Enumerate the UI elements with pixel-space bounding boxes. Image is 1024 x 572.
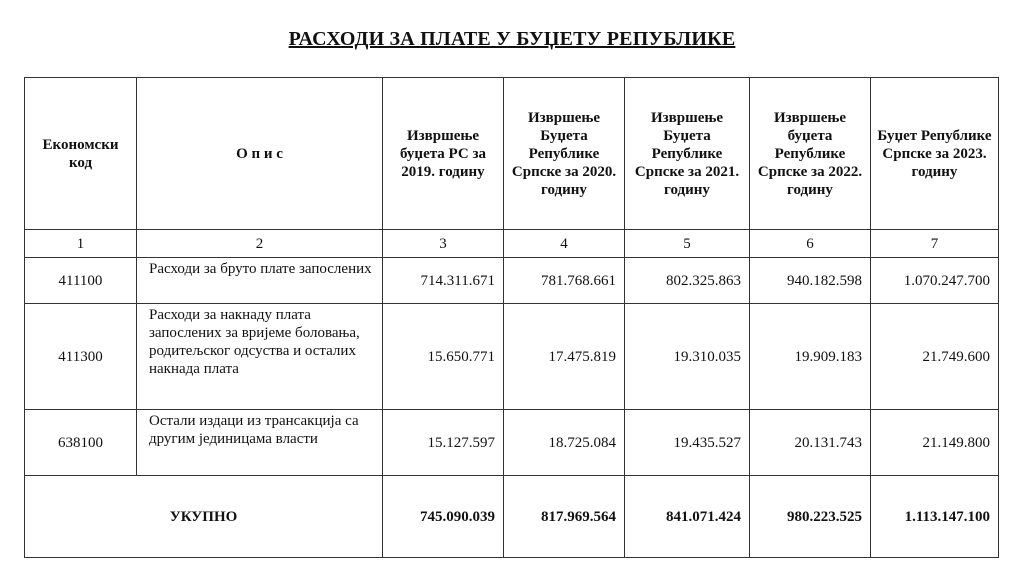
column-number: 4 (504, 230, 625, 258)
row-value-2023: 21.749.600 (871, 304, 999, 410)
row-value-2020: 17.475.819 (504, 304, 625, 410)
row-value-2020: 18.725.084 (504, 410, 625, 476)
row-description: Расходи за бруто плате запослених (137, 258, 383, 304)
total-value-2020: 817.969.564 (504, 476, 625, 558)
table-row (25, 304, 999, 410)
row-value-2021: 802.325.863 (625, 258, 750, 304)
total-value-2019: 745.090.039 (383, 476, 504, 558)
row-value-2019: 15.127.597 (383, 410, 504, 476)
column-number-row (25, 230, 999, 258)
header-economic-code: Економски код (25, 78, 137, 230)
row-description: Остали издаци из трансакција са другим јединицама власти (137, 410, 383, 476)
header-description: О п и с (137, 78, 383, 230)
salary-expenses-table (24, 77, 999, 558)
row-value-2023: 21.149.800 (871, 410, 999, 476)
total-label: УКУПНО (25, 476, 383, 558)
row-value-2019: 714.311.671 (383, 258, 504, 304)
column-number: 6 (750, 230, 871, 258)
row-value-2019: 15.650.771 (383, 304, 504, 410)
row-code: 411100 (25, 258, 137, 304)
header-2019: Извршење буџета РС за 2019. годину (383, 78, 504, 230)
row-code: 411300 (25, 304, 137, 410)
row-description: Расходи за накнаду плата запослених за вријеме боловања, родитељског одсуства и осталих накнада плата (137, 304, 383, 410)
total-value-2022: 980.223.525 (750, 476, 871, 558)
total-row (25, 476, 999, 558)
column-number: 3 (383, 230, 504, 258)
table-header-row (25, 78, 999, 230)
column-number: 1 (25, 230, 137, 258)
table-row (25, 258, 999, 304)
row-value-2023: 1.070.247.700 (871, 258, 999, 304)
row-value-2022: 19.909.183 (750, 304, 871, 410)
column-number: 2 (137, 230, 383, 258)
header-2021: Извршење Буџета Републике Српске за 2021. годину (625, 78, 750, 230)
header-2020: Извршење Буџета Републике Српске за 2020. годину (504, 78, 625, 230)
row-value-2022: 940.182.598 (750, 258, 871, 304)
row-code: 638100 (25, 410, 137, 476)
header-2022: Извршење буџета Републике Српске за 2022. годину (750, 78, 871, 230)
header-2023: Буџет Републике Српске за 2023. годину (871, 78, 999, 230)
column-number: 7 (871, 230, 999, 258)
total-value-2021: 841.071.424 (625, 476, 750, 558)
table-row (25, 410, 999, 476)
row-value-2021: 19.435.527 (625, 410, 750, 476)
total-value-2023: 1.113.147.100 (871, 476, 999, 558)
row-value-2020: 781.768.661 (504, 258, 625, 304)
column-number: 5 (625, 230, 750, 258)
row-value-2021: 19.310.035 (625, 304, 750, 410)
row-value-2022: 20.131.743 (750, 410, 871, 476)
document-title: РАСХОДИ ЗА ПЛАТЕ У БУЏЕТУ РЕПУБЛИКЕ (288, 28, 736, 50)
